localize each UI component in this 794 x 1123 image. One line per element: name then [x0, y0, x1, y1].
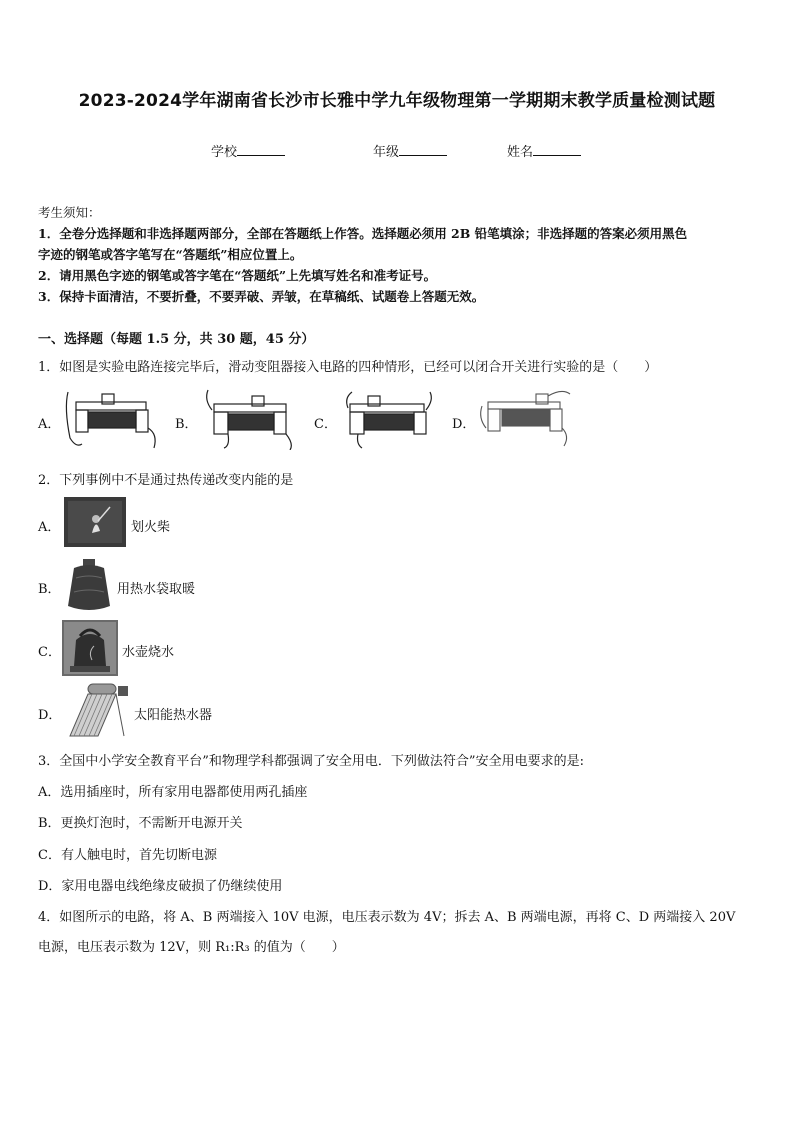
q2-stem: 2．下列事例中不是通过热传递改变内能的是: [38, 473, 294, 488]
q2-option-d-solar-heater-photo: [64, 682, 130, 738]
q2-option-b-hot-water-bag-photo: [66, 558, 112, 612]
q2-option-a-label: A．: [38, 520, 61, 535]
school-blank: [237, 143, 285, 156]
q4-stem-line1: 4．如图所示的电路，将 A、B 两端接入 10V 电源，电压表示数为 4V；拆去 A、B 两端电源，再将 C、D 两端接入 20V: [38, 910, 736, 925]
notice-item-1: 1．全卷分选择题和非选择题两部分，全部在答题纸上作答。选择题必须用 2B 铅笔填涂；非选择题的答案必须用黑色: [38, 226, 688, 241]
name-field: [507, 141, 581, 160]
q2-option-b-label: B．: [38, 582, 61, 597]
q3-option-b: B．更换灯泡时，不需断开电源开关: [38, 816, 243, 831]
q3-option-d: D．家用电器电线绝缘皮破损了仍继续使用: [38, 879, 283, 894]
name-blank: [533, 143, 581, 156]
q2-option-c-kettle-photo: [62, 620, 118, 676]
q2-option-c-label: C．: [38, 645, 61, 660]
q1-option-c-rheostat-diagram: [338, 388, 438, 450]
notice-heading: 考生须知：: [38, 205, 101, 220]
grade-label: 年级: [373, 145, 400, 160]
q1-option-d-rheostat-diagram: [476, 388, 576, 450]
school-field: [211, 141, 285, 160]
q3-option-c: C．有人触电时，首先切断电源: [38, 848, 217, 863]
q1-option-d-label: D．: [452, 417, 476, 432]
q2-option-a-text: 划火柴: [131, 520, 171, 535]
page-title: 2023-2024学年湖南省长沙市长雅中学九年级物理第一学期期末教学质量检测试题: [78, 91, 716, 111]
q2-option-d-text: 太阳能热水器: [134, 708, 213, 723]
grade-blank: [399, 143, 447, 156]
q3-option-a: A．选用插座时，所有家用电器都使用两孔插座: [38, 785, 308, 800]
q3-stem: 3．全国中小学安全教育平台”和物理学科都强调了安全用电．下列做法符合”安全用电要求的是:: [38, 754, 584, 769]
q2-option-a-match-photo: [64, 497, 126, 547]
q1-option-c-label: C．: [314, 417, 337, 432]
q2-option-c-text: 水壶烧水: [122, 645, 175, 660]
q1-stem: 1．如图是实验电路连接完毕后，滑动变阻器接入电路的四种情形，已经可以闭合开关进行实验的是（ ）: [38, 360, 658, 375]
q4-stem-line2: 电源，电压表示数为 12V，则 R₁:R₃ 的值为（ ）: [38, 940, 345, 955]
name-label: 姓名: [507, 145, 534, 160]
q2-option-d-label: D．: [38, 708, 62, 723]
notice-item-3: 3．保持卡面清洁，不要折叠，不要弄破、弄皱，在草稿纸、试题卷上答题无效。: [38, 289, 485, 304]
q1-option-b-rheostat-diagram: [200, 388, 300, 450]
section-heading: 一、选择题（每题 1.5 分，共 30 题，45 分）: [38, 332, 315, 347]
notice-item-1-cont: 字迹的钢笔或答字笔写在“答题纸”相应位置上。: [38, 247, 303, 262]
q1-option-a-rheostat-diagram: [62, 388, 162, 450]
school-label: 学校: [211, 145, 238, 160]
grade-field: [373, 141, 447, 160]
notice-item-2: 2．请用黑色字迹的钢笔或答字笔在“答题纸”上先填写姓名和准考证号。: [38, 268, 437, 283]
q2-option-b-text: 用热水袋取暖: [117, 582, 196, 597]
q1-option-b-label: B．: [175, 417, 198, 432]
q1-option-a-label: A．: [38, 417, 61, 432]
